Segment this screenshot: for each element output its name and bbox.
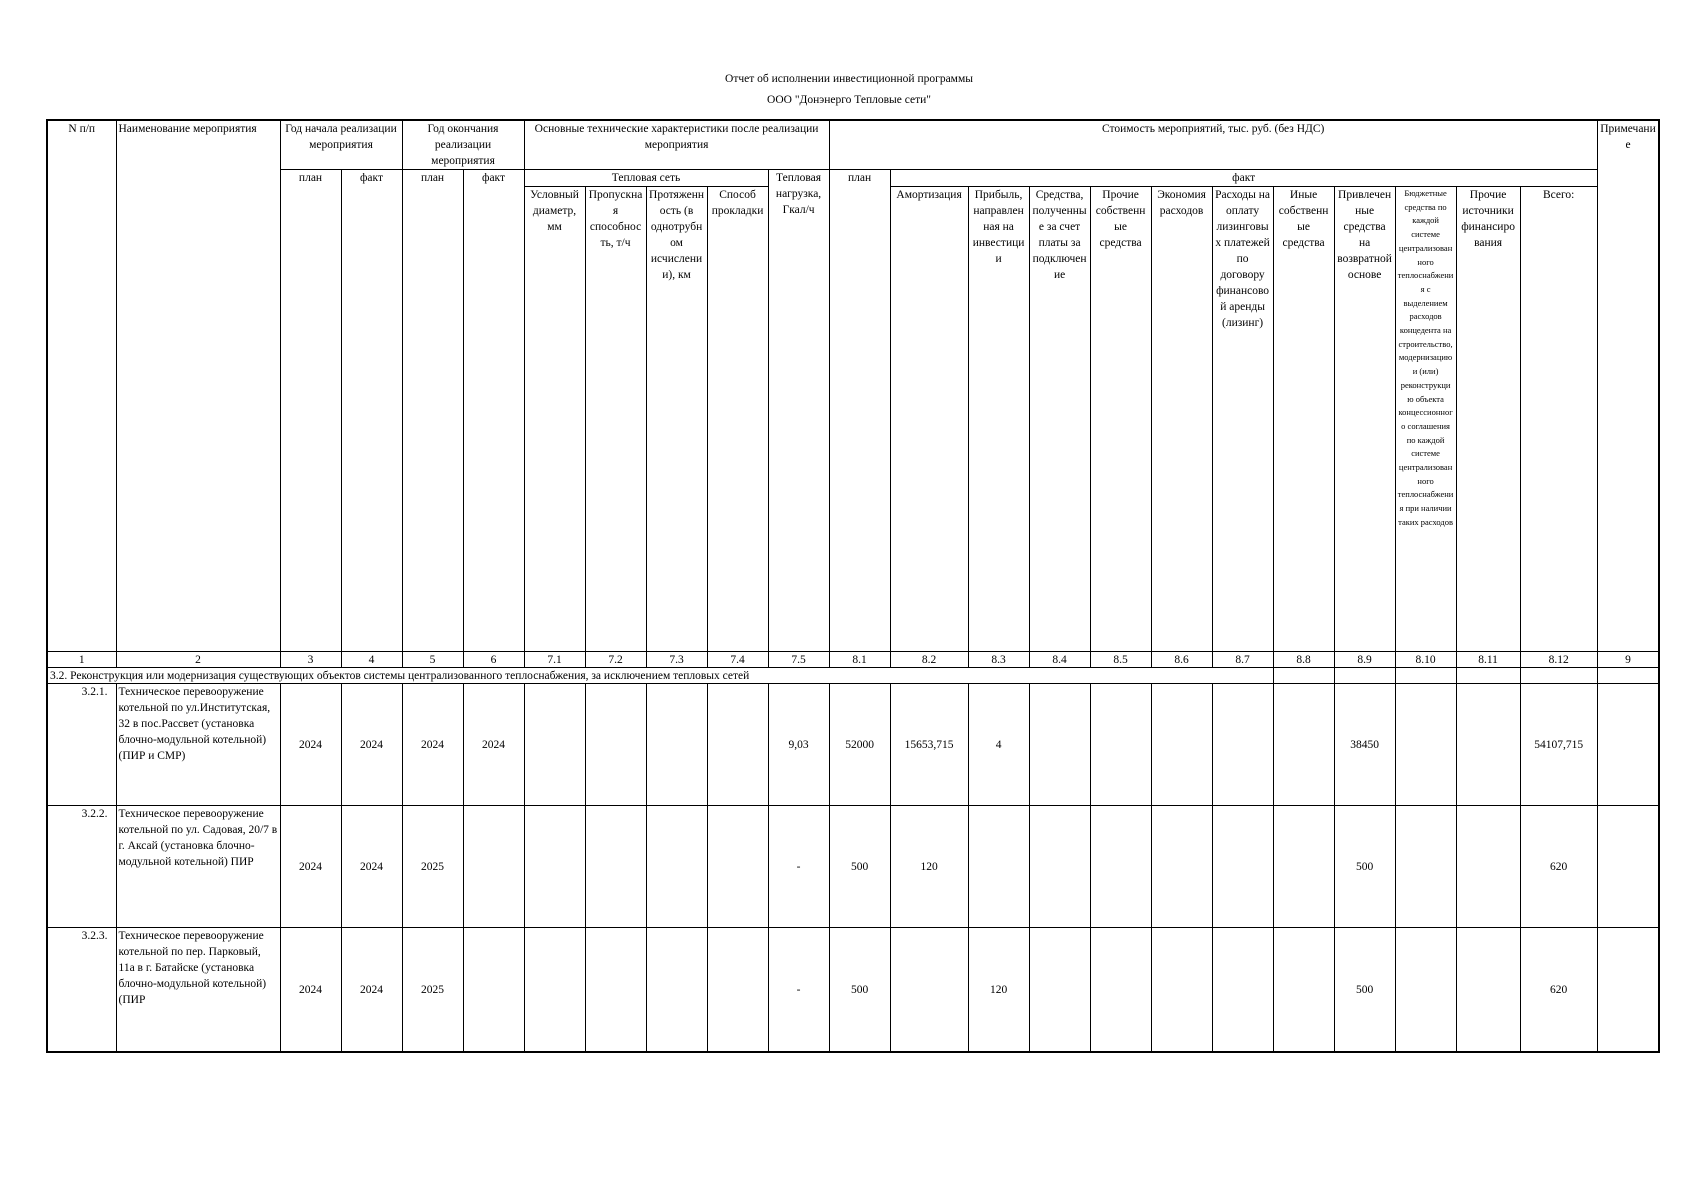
cost-plan-value: 52000	[829, 684, 890, 806]
column-number: 8.12	[1520, 652, 1597, 668]
row-number: 3.2.1.	[47, 684, 116, 806]
other-own-2-value	[1273, 928, 1334, 1053]
column-number: 8.2	[890, 652, 968, 668]
header-end-year: Год окончания реализации мероприятия	[402, 120, 524, 170]
header-start-fact: факт	[341, 170, 402, 652]
header-total: Всего:	[1520, 187, 1597, 652]
header-other-own-2: Иные собственные средства	[1273, 187, 1334, 652]
total-value: 620	[1520, 928, 1597, 1053]
header-end-plan: план	[402, 170, 463, 652]
amortization-value: 15653,715	[890, 684, 968, 806]
throughput-value	[585, 928, 646, 1053]
length-value	[646, 684, 707, 806]
cost-plan-value: 500	[829, 806, 890, 928]
leasing-value	[1212, 684, 1273, 806]
table-row	[47, 928, 1659, 1053]
other-own-value	[1090, 684, 1151, 806]
other-sources-value	[1456, 806, 1520, 928]
section-title: 3.2. Реконструкция или модернизация существующих объектов системы централизованного теплоснабжения, за исключением тепловых сетей	[47, 668, 1273, 684]
column-number: 6	[463, 652, 524, 668]
other-own-value	[1090, 806, 1151, 928]
header-connection-fee: Средства, полученные за счет платы за подключение	[1029, 187, 1090, 652]
column-number: 8.11	[1456, 652, 1520, 668]
section-cell	[1273, 668, 1334, 684]
laying-value	[707, 928, 768, 1053]
borrowed-value: 500	[1334, 928, 1395, 1053]
header-other-sources: Прочие источники финансирования	[1456, 187, 1520, 652]
total-value: 54107,715	[1520, 684, 1597, 806]
amortization-value: 120	[890, 806, 968, 928]
investment-report-table	[46, 119, 1660, 1053]
header-tech-characteristics: Основные технические характеристики после реализации мероприятия	[524, 120, 829, 170]
column-number: 8.7	[1212, 652, 1273, 668]
table-row	[47, 806, 1659, 928]
diameter-value	[524, 684, 585, 806]
header-amortization: Амортизация	[890, 187, 968, 652]
start-plan-year: 2024	[280, 928, 341, 1053]
other-sources-value	[1456, 684, 1520, 806]
laying-value	[707, 806, 768, 928]
note-value	[1597, 684, 1659, 806]
section-cell	[1456, 668, 1520, 684]
table-row	[47, 684, 1659, 806]
end-plan-year: 2025	[402, 806, 463, 928]
connection-fee-value	[1029, 806, 1090, 928]
heat-load-value: 9,03	[768, 684, 829, 806]
section-cell	[1597, 668, 1659, 684]
start-plan-year: 2024	[280, 684, 341, 806]
header-borrowed: Привлеченные средства на возвратной основе	[1334, 187, 1395, 652]
start-fact-year: 2024	[341, 684, 402, 806]
laying-value	[707, 684, 768, 806]
column-number: 7.1	[524, 652, 585, 668]
header-cost-fact: факт	[890, 170, 1597, 187]
column-number: 8.1	[829, 652, 890, 668]
connection-fee-value	[1029, 684, 1090, 806]
connection-fee-value	[1029, 928, 1090, 1053]
other-sources-value	[1456, 928, 1520, 1053]
profit-value: 120	[968, 928, 1029, 1053]
activity-name: Техническое перевооружение котельной по ул. Садовая, 20/7 в г. Аксай (установка блочно-модульной котельной) ПИР	[116, 806, 280, 928]
column-number: 1	[47, 652, 116, 668]
budget-value	[1395, 806, 1456, 928]
start-fact-year: 2024	[341, 928, 402, 1053]
header-start-plan: план	[280, 170, 341, 652]
other-own-2-value	[1273, 806, 1334, 928]
column-number: 7.5	[768, 652, 829, 668]
diameter-value	[524, 928, 585, 1053]
cost-plan-value: 500	[829, 928, 890, 1053]
end-fact-year: 2024	[463, 684, 524, 806]
header-laying: Способ прокладки	[707, 187, 768, 652]
column-number: 3	[280, 652, 341, 668]
header-cost: Стоимость мероприятий, тыс. руб. (без НДС)	[829, 120, 1597, 170]
header-throughput: Пропускная способность, т/ч	[585, 187, 646, 652]
throughput-value	[585, 806, 646, 928]
start-plan-year: 2024	[280, 806, 341, 928]
header-budget: Бюджетные средства по каждой системе централизованного теплоснабжения с выделением расходов концедента на строительство, модернизацию и (или) реконструкцию объекта концессионного соглашения по каждой системе централизованного теплоснабжения при наличии таких расходов	[1395, 187, 1456, 652]
note-value	[1597, 806, 1659, 928]
other-own-value	[1090, 928, 1151, 1053]
start-fact-year: 2024	[341, 806, 402, 928]
header-savings: Экономия расходов	[1151, 187, 1212, 652]
savings-value	[1151, 928, 1212, 1053]
header-end-fact: факт	[463, 170, 524, 652]
profit-value: 4	[968, 684, 1029, 806]
activity-name: Техническое перевооружение котельной по пер. Парковый, 11а в г. Батайске (установка блочно-модульной котельной) (ПИР	[116, 928, 280, 1053]
header-name: Наименование мероприятия	[116, 120, 280, 652]
column-number: 7.2	[585, 652, 646, 668]
total-value: 620	[1520, 806, 1597, 928]
throughput-value	[585, 684, 646, 806]
header-diameter: Условный диаметр, мм	[524, 187, 585, 652]
column-number: 4	[341, 652, 402, 668]
section-cell	[1334, 668, 1395, 684]
savings-value	[1151, 684, 1212, 806]
note-value	[1597, 928, 1659, 1053]
header-note: Примечание	[1597, 120, 1659, 652]
section-cell	[1520, 668, 1597, 684]
column-number-row	[47, 652, 1659, 668]
leasing-value	[1212, 928, 1273, 1053]
savings-value	[1151, 806, 1212, 928]
column-number: 9	[1597, 652, 1659, 668]
length-value	[646, 806, 707, 928]
header-num: N п/п	[47, 120, 116, 652]
leasing-value	[1212, 806, 1273, 928]
borrowed-value: 500	[1334, 806, 1395, 928]
header-cost-plan: план	[829, 170, 890, 652]
diameter-value	[524, 806, 585, 928]
budget-value	[1395, 928, 1456, 1053]
header-leasing: Расходы на оплату лизинговых платежей по договору финансовой аренды (лизинг)	[1212, 187, 1273, 652]
column-number: 2	[116, 652, 280, 668]
column-number: 7.4	[707, 652, 768, 668]
end-plan-year: 2024	[402, 684, 463, 806]
end-plan-year: 2025	[402, 928, 463, 1053]
report-title: Отчет об исполнении инвестиционной программы	[725, 73, 973, 85]
header-length: Протяженность (в однотрубном исчислении), км	[646, 187, 707, 652]
column-number: 8.10	[1395, 652, 1456, 668]
row-number: 3.2.3.	[47, 928, 116, 1053]
section-cell	[1395, 668, 1456, 684]
length-value	[646, 928, 707, 1053]
row-number: 3.2.2.	[47, 806, 116, 928]
heat-load-value: -	[768, 806, 829, 928]
header-start-year: Год начала реализации мероприятия	[280, 120, 402, 170]
column-number: 8.5	[1090, 652, 1151, 668]
column-number: 5	[402, 652, 463, 668]
profit-value	[968, 806, 1029, 928]
column-number: 8.9	[1334, 652, 1395, 668]
header-profit: Прибыль, направленная на инвестиции	[968, 187, 1029, 652]
other-own-2-value	[1273, 684, 1334, 806]
budget-value	[1395, 684, 1456, 806]
borrowed-value: 38450	[1334, 684, 1395, 806]
amortization-value	[890, 928, 968, 1053]
column-number: 8.3	[968, 652, 1029, 668]
header-heat-load: Тепловая нагрузка, Гкал/ч	[768, 170, 829, 652]
activity-name: Техническое перевооружение котельной по ул.Институтская, 32 в пос.Рассвет (установка блочно-модульной котельной) (ПИР и СМР)	[116, 684, 280, 806]
company-name: ООО "Донэнерго Тепловые сети"	[767, 94, 931, 106]
column-number: 8.6	[1151, 652, 1212, 668]
header-other-own: Прочие собственные средства	[1090, 187, 1151, 652]
heat-load-value: -	[768, 928, 829, 1053]
column-number: 8.8	[1273, 652, 1334, 668]
column-number: 7.3	[646, 652, 707, 668]
end-fact-year	[463, 928, 524, 1053]
column-number: 8.4	[1029, 652, 1090, 668]
end-fact-year	[463, 806, 524, 928]
header-heat-network: Тепловая сеть	[524, 170, 768, 187]
